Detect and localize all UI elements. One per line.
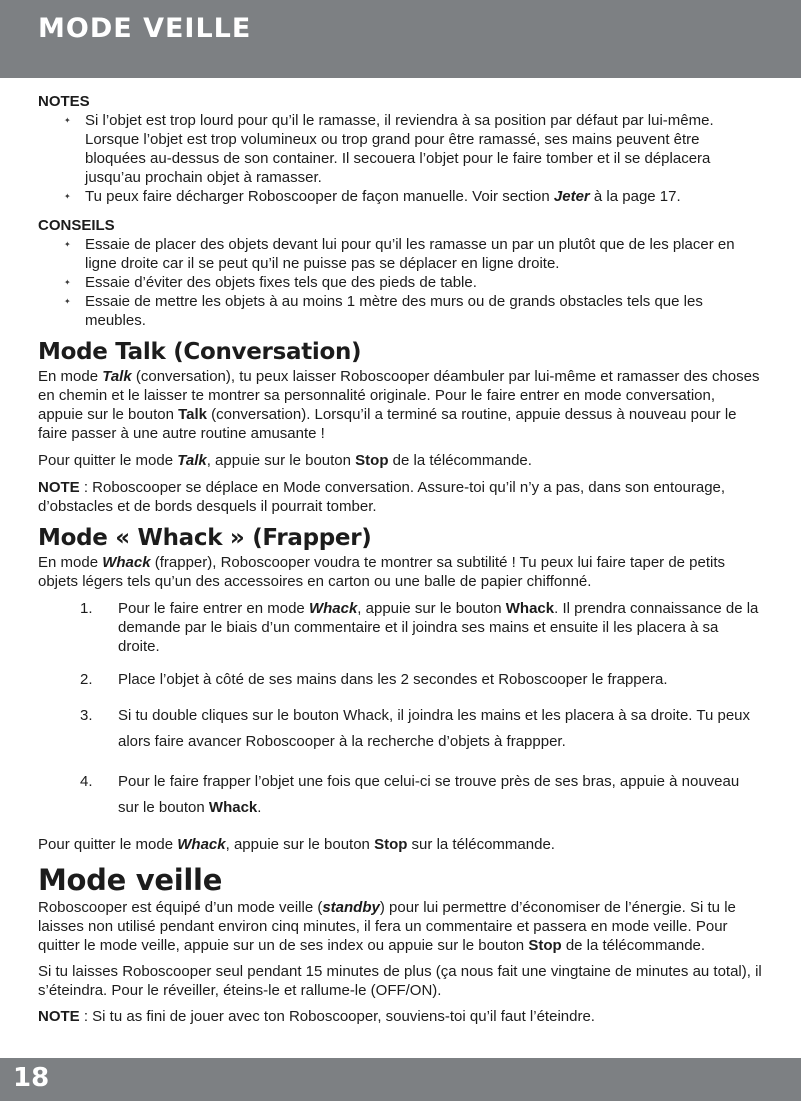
list-item bbox=[38, 111, 763, 187]
bullet-icon: ✦ bbox=[64, 240, 71, 249]
step-number: 1. bbox=[80, 600, 93, 617]
talk-heading: Mode Talk (Conversation) bbox=[38, 339, 362, 365]
notes-list bbox=[38, 111, 763, 206]
conseil-item-text: Essaie de placer des objets devant lui pour qu’il les ramasse un par un plutôt que de les placer en ligne droite car il se peut qu’il ne puisse pas se déplacer en ligne droite. bbox=[85, 236, 735, 272]
whack-heading: Mode « Whack » (Frapper) bbox=[38, 525, 372, 551]
step-text: Place l’objet à côté de ses mains dans les 2 secondes et Roboscooper le frappera. bbox=[118, 671, 668, 688]
notes-label: NOTES bbox=[38, 93, 90, 110]
conseils-label: CONSEILS bbox=[38, 217, 115, 234]
list-item bbox=[38, 292, 763, 330]
note-item-text: Tu peux faire décharger Roboscooper de façon manuelle. Voir section Jeter à la page 17. bbox=[85, 188, 681, 205]
step-text: Si tu double cliques sur le bouton Whack, il joindra les mains et les placera à sa droite. Tu peux alors faire avancer Roboscooper à la recherche d’objets à frappper. bbox=[118, 707, 751, 750]
step-text: Pour le faire frapper l’objet une fois que celui-ci se trouve près de ses bras, appuie à nouveau sur le bouton Whack. bbox=[118, 773, 740, 816]
page-number: 18 bbox=[13, 1063, 50, 1093]
bullet-icon: ✦ bbox=[64, 297, 71, 306]
conseils-list bbox=[38, 235, 763, 330]
conseil-item-text: Essaie de mettre les objets à au moins 1 mètre des murs ou de grands obstacles tels que les meubles. bbox=[85, 293, 703, 329]
page-content bbox=[0, 78, 801, 1026]
bullet-icon: ✦ bbox=[64, 278, 71, 287]
whack-intro-paragraph: En mode Whack (frapper), Roboscooper voudra te montrer sa subtilité ! Tu peux lui faire taper de petits objets légers tels qu’un des accessoires en carton ou une balle de papier chiffonné. bbox=[38, 554, 726, 590]
page-title: MODE VEILLE bbox=[38, 13, 252, 44]
step-number: 4. bbox=[80, 773, 93, 790]
whack-quit-paragraph: Pour quitter le mode Whack, appuie sur le bouton Stop sur la télécommande. bbox=[38, 836, 555, 853]
step-item bbox=[38, 703, 763, 755]
step-item bbox=[38, 670, 763, 689]
veille-section bbox=[38, 864, 763, 1026]
step-item bbox=[38, 769, 763, 821]
veille-heading: Mode veille bbox=[38, 863, 223, 897]
veille-note-paragraph: NOTE : Si tu as fini de jouer avec ton Roboscooper, souviens-toi qu’il faut l’éteindre. bbox=[38, 1008, 595, 1025]
page-header-bar bbox=[0, 0, 801, 78]
bullet-icon: ✦ bbox=[64, 192, 71, 201]
page-footer-bar bbox=[0, 1058, 801, 1101]
conseils-section bbox=[38, 216, 763, 330]
veille-paragraph-2: Si tu laisses Roboscooper seul pendant 15 minutes de plus (ça nous fait une vingtaine de minutes au total), il s’éteindra. Pour le réveiller, éteins-le et rallume-le (OFF/ON). bbox=[38, 963, 762, 999]
list-item bbox=[38, 235, 763, 273]
step-number: 3. bbox=[80, 707, 93, 724]
veille-paragraph-1: Roboscooper est équipé d’un mode veille (standby) pour lui permettre d’économiser de l’énergie. Si tu le laisses non utilisé pendant environ cinq minutes, il fera un commentaire et passera en mode veille. Pour quitter le mode veille, appuie sur un de ses index ou appuie sur le bouton Stop de la télécommande. bbox=[38, 899, 736, 954]
conseil-item-text: Essaie d’éviter des objets fixes tels que des pieds de table. bbox=[85, 274, 477, 291]
talk-quit-paragraph: Pour quitter le mode Talk, appuie sur le bouton Stop de la télécommande. bbox=[38, 452, 532, 469]
talk-intro-paragraph: En mode Talk (conversation), tu peux laisser Roboscooper déambuler par lui-même et ramasser des choses en chemin et le laisser te montrer sa personnalité originale. Pour le faire entrer en mode conversation, appuie sur le bouton Talk (conversation). Lorsqu’il a terminé sa routine, appuie dessus à nouveau pour le faire passer à une autre routine amusante ! bbox=[38, 368, 760, 442]
step-number: 2. bbox=[80, 671, 93, 688]
list-item bbox=[38, 273, 763, 292]
notes-section bbox=[38, 92, 763, 206]
talk-note-paragraph: NOTE : Roboscooper se déplace en Mode conversation. Assure-toi qu’il n’y a pas, dans son entourage, d’obstacles et de bords desquels il pourrait tomber. bbox=[38, 479, 726, 515]
step-item bbox=[38, 599, 763, 656]
list-item bbox=[38, 187, 763, 206]
whack-section bbox=[38, 525, 763, 854]
talk-section bbox=[38, 339, 763, 516]
bullet-icon: ✦ bbox=[64, 116, 71, 125]
step-text: Pour le faire entrer en mode Whack, appuie sur le bouton Whack. Il prendra connaissance de la demande par le biais d’un commentaire et il joindra ses mains et ensuite il les placera à sa droite. bbox=[118, 600, 759, 655]
note-item-text: Si l’objet est trop lourd pour qu’il le ramasse, il reviendra à sa position par défaut par lui-même. Lorsque l’objet est trop volumineux ou trop grand pour être ramassé, ses mains peuvent être bloquées au-dessus de son container. Il secouera l’objet pour le faire tomber et il se déplacera jusqu’au prochain objet à ramasser. bbox=[85, 112, 714, 186]
whack-steps-list bbox=[38, 599, 763, 821]
